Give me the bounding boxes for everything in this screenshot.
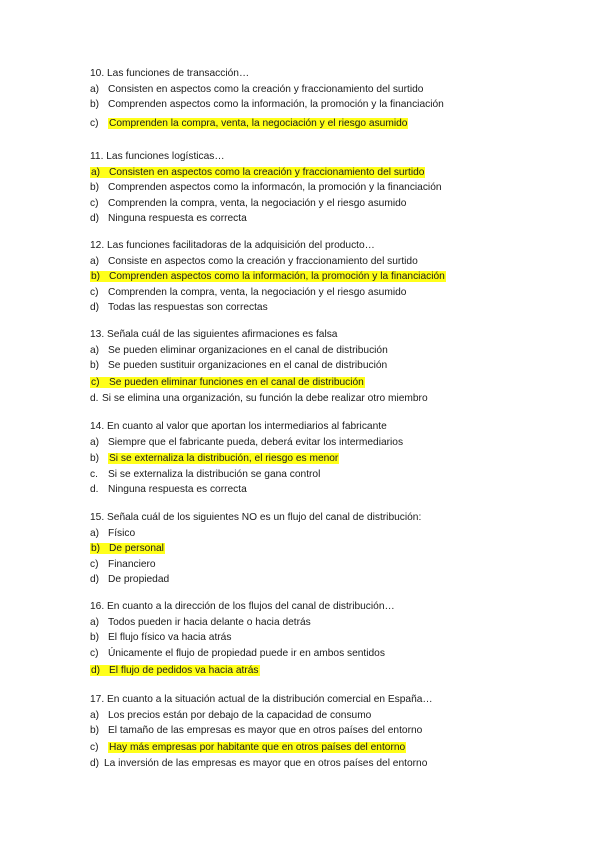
- question-16: [90, 599, 570, 679]
- option-a: [90, 254, 570, 270]
- option-text-highlighted: Si se externaliza la distribución, el riesgo es menor: [109, 453, 339, 465]
- option-d: [90, 391, 570, 407]
- question-title: 11. Las funciones logísticas…: [90, 151, 225, 162]
- option-text: Físico: [108, 527, 136, 539]
- option-a: [90, 343, 570, 359]
- option-row-highlighted: [90, 377, 365, 388]
- option-d: [90, 482, 570, 498]
- option-label: a): [90, 709, 100, 721]
- question-title: 14. En cuanto al valor que aportan los intermediarios al fabricante: [90, 421, 387, 432]
- option-label: d): [90, 213, 100, 225]
- question-title: 13. Señala cuál de las siguientes afirmaciones es falsa: [90, 329, 338, 340]
- question-10: [90, 66, 570, 131]
- option-text: Comprenden la compra, venta, la negociación y el riesgo asumido: [108, 286, 407, 298]
- question-title: 15. Señala cuál de los siguientes NO es un flujo del canal de distribución:: [90, 512, 422, 523]
- option-text: Los precios están por debajo de la capacidad de consumo: [108, 709, 372, 721]
- option-text: Consisten en aspectos como la creación y fraccionamiento del surtido: [109, 166, 425, 178]
- option-text-highlighted: Comprenden la compra, venta, la negociación y el riesgo asumido: [109, 117, 408, 129]
- option-label: b): [90, 182, 100, 194]
- option-text: El flujo físico va hacia atrás: [108, 632, 232, 644]
- option-row-highlighted: [90, 271, 446, 282]
- option-d: [90, 756, 570, 772]
- option-text: Únicamente el flujo de propiedad puede ir en ambos sentidos: [108, 647, 385, 659]
- option-row-highlighted: [90, 543, 165, 554]
- option-a: [90, 165, 570, 181]
- option-c: [90, 740, 570, 756]
- option-label: d): [90, 758, 100, 770]
- option-c: [90, 467, 570, 483]
- option-text: Comprenden la compra, venta, la negociación y el riesgo asumido: [108, 197, 407, 209]
- option-c: [90, 116, 570, 132]
- option-label: b): [91, 543, 101, 555]
- question-15: [90, 510, 570, 588]
- question-14: [90, 419, 570, 498]
- option-text: Ninguna respuesta es correcta: [108, 484, 247, 496]
- option-text: Siempre que el fabricante pueda, deberá evitar los intermediarios: [108, 436, 404, 448]
- option-label: b): [90, 725, 100, 737]
- question-12: [90, 238, 570, 316]
- option-d: [90, 300, 570, 316]
- option-label: c.: [90, 468, 98, 480]
- option-text: Se pueden eliminar organizaciones en el canal de distribución: [108, 344, 388, 356]
- option-d: [90, 663, 570, 679]
- option-b: [90, 630, 570, 646]
- option-label: c): [90, 741, 99, 753]
- option-text: Todos pueden ir hacia delante o hacia detrás: [108, 616, 311, 628]
- option-c: [90, 375, 570, 391]
- question-title: 12. Las funciones facilitadoras de la adquisición del producto…: [90, 240, 375, 251]
- question-title: 16. En cuanto a la dirección de los flujos del canal de distribución…: [90, 601, 395, 612]
- option-text: La inversión de las empresas es mayor que en otros países del entorno: [104, 758, 428, 770]
- option-b: [90, 269, 570, 285]
- option-b: [90, 541, 570, 557]
- option-text-highlighted: Hay más empresas por habitante que en otros países del entorno: [109, 741, 406, 753]
- option-a: [90, 82, 570, 98]
- option-b: [90, 358, 570, 374]
- option-d: [90, 211, 570, 227]
- option-label: d): [90, 574, 100, 586]
- option-text: Se pueden eliminar funciones en el canal de distribución: [109, 376, 364, 388]
- option-label: d.: [90, 393, 99, 405]
- option-c: [90, 285, 570, 301]
- option-label: d.: [90, 484, 99, 496]
- option-b: [90, 97, 570, 113]
- option-b: [90, 180, 570, 196]
- option-label: c): [90, 647, 99, 659]
- question-11: [90, 149, 570, 227]
- option-text: Comprenden aspectos como la información, la promoción y la financiación: [108, 99, 444, 111]
- option-text: Se pueden sustituir organizaciones en el canal de distribución: [108, 360, 388, 372]
- option-text: Consiste en aspectos como la creación y fraccionamiento del surtido: [108, 255, 418, 267]
- option-text: El tamaño de las empresas es mayor que en otros países del entorno: [108, 725, 423, 737]
- option-text: Consisten en aspectos como la creación y fraccionamiento del surtido: [108, 83, 424, 95]
- option-label: a): [90, 616, 100, 628]
- option-a: [90, 526, 570, 542]
- option-text: Todas las respuestas son correctas: [108, 302, 268, 314]
- option-c: [90, 196, 570, 212]
- option-a: [90, 615, 570, 631]
- option-label: b): [91, 271, 101, 283]
- option-text: Ninguna respuesta es correcta: [108, 213, 247, 225]
- option-text: El flujo de pedidos va hacia atrás: [109, 665, 259, 677]
- option-a: [90, 708, 570, 724]
- option-b: [90, 723, 570, 739]
- option-d: [90, 572, 570, 588]
- option-c: [90, 646, 570, 662]
- option-label: a): [91, 166, 101, 178]
- question-17: [90, 692, 570, 772]
- option-label: a): [90, 83, 100, 95]
- option-label: a): [90, 344, 100, 356]
- question-13: [90, 327, 570, 407]
- option-b: [90, 451, 570, 467]
- option-text: Si se elimina una organización, su función la debe realizar otro miembro: [102, 393, 428, 405]
- option-label: b): [90, 453, 100, 465]
- question-title: 10. Las funciones de transacción…: [90, 68, 250, 79]
- option-text: Financiero: [108, 558, 156, 570]
- option-label: b): [90, 99, 100, 111]
- option-label: a): [90, 527, 100, 539]
- option-label: a): [90, 436, 100, 448]
- option-text: De personal: [109, 543, 164, 555]
- option-row-highlighted: [90, 167, 425, 178]
- option-c: [90, 557, 570, 573]
- option-label: b): [90, 360, 100, 372]
- option-label: d): [90, 302, 100, 314]
- option-text: Comprenden aspectos como la información, la promoción y la financiación: [109, 271, 445, 283]
- option-text: Si se externaliza la distribución se gana control: [108, 468, 321, 480]
- option-label: d): [91, 665, 101, 677]
- option-label: a): [90, 255, 100, 267]
- option-label: c): [90, 117, 99, 129]
- option-text: De propiedad: [108, 574, 170, 586]
- option-text: Comprenden aspectos como la informacón, la promoción y la financiación: [108, 182, 442, 194]
- question-title: 17. En cuanto a la situación actual de la distribución comercial en España…: [90, 694, 433, 705]
- option-row-highlighted: [90, 665, 260, 676]
- option-label: c): [90, 558, 99, 570]
- option-label: c): [90, 197, 99, 209]
- option-a: [90, 435, 570, 451]
- option-label: b): [90, 632, 100, 644]
- option-label: c): [90, 286, 99, 298]
- option-label: c): [91, 376, 100, 388]
